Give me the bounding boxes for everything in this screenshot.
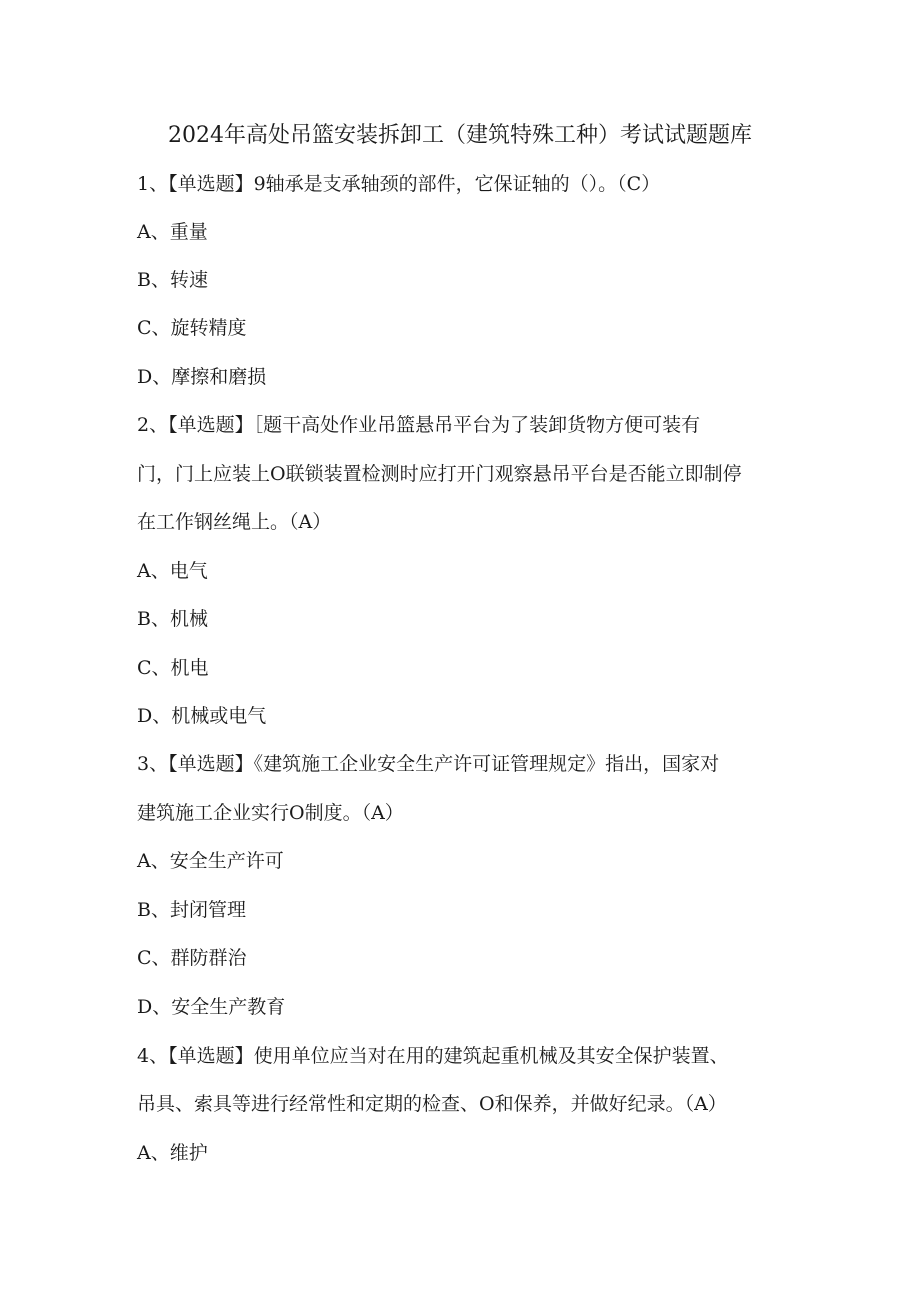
question-3-option-c: C、群防群治 (137, 947, 247, 969)
question-1-option-d: D、摩擦和磨损 (137, 366, 267, 388)
question-2-option-d: D、机械或电气 (137, 705, 267, 727)
question-2-stem-line-3: 在工作钢丝绳上。（A） (137, 511, 332, 533)
question-2-option-a: A、电气 (137, 560, 208, 582)
question-2-stem-line-2: 门，门上应装上O联锁装置检测时应打开门观察悬吊平台是否能立即制停 (137, 463, 742, 485)
question-4-stem-line-1: 4、【单选题】使用单位应当对在用的建筑起重机械及其安全保护装置、 (137, 1045, 729, 1067)
question-2-stem-line-1: 2、【单选题】［题干高处作业吊篮悬吊平台为了装卸货物方便可装有 (137, 414, 701, 436)
question-3-stem-line-1: 3、【单选题】《建筑施工企业安全生产许可证管理规定》指出，国家对 (137, 753, 720, 775)
question-4-option-a: A、维护 (137, 1142, 208, 1164)
document-title: 2024年高处吊篮安装拆卸工（建筑特殊工种）考试试题题库 (168, 123, 752, 148)
question-3-option-a: A、安全生产许可 (137, 850, 284, 872)
question-3-option-d: D、安全生产教育 (137, 996, 286, 1018)
question-3-option-b: B、封闭管理 (137, 899, 246, 921)
question-1-option-a: A、重量 (137, 221, 208, 243)
question-4-stem-line-2: 吊具、索具等进行经常性和定期的检查、O和保养，并做好纪录。（A） (137, 1093, 727, 1115)
question-1-option-c: C、旋转精度 (137, 317, 247, 339)
question-3-stem-line-2: 建筑施工企业实行O制度。（A） (137, 802, 404, 824)
question-1-option-b: B、转速 (137, 269, 208, 291)
question-2-option-b: B、机械 (137, 608, 208, 630)
question-2-option-c: C、机电 (137, 657, 209, 679)
question-1-stem-line-1: 1、【单选题】9轴承是支承轴颈的部件，它保证轴的（）。（C） (137, 173, 661, 195)
